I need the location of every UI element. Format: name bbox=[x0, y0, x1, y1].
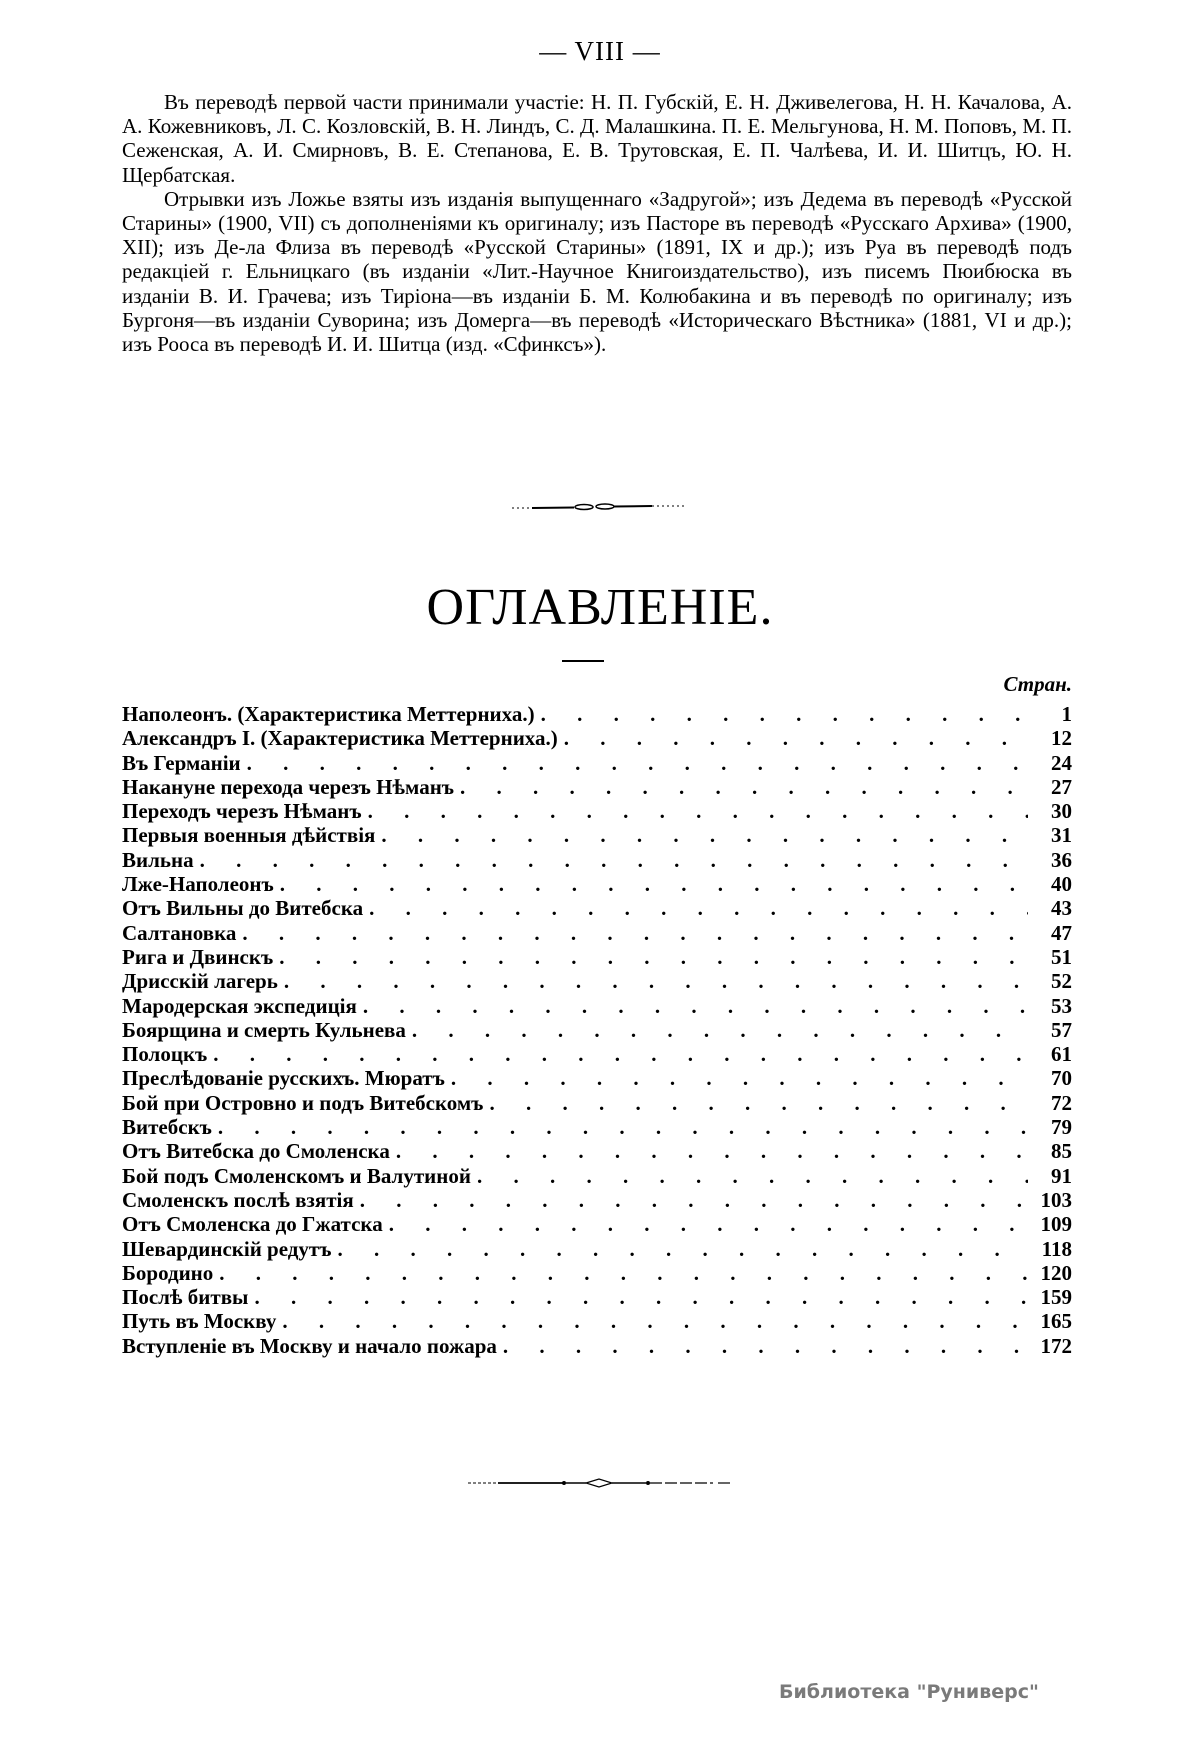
leader-dots bbox=[280, 872, 1028, 897]
toc-entry[interactable] bbox=[122, 1309, 1072, 1333]
leader-dots bbox=[218, 1115, 1028, 1140]
toc-entry-title: Отъ Вильны до Витебска bbox=[122, 896, 364, 921]
leader-dots bbox=[369, 896, 1028, 921]
toc-entry-title: Шевардинскій редутъ bbox=[122, 1236, 332, 1261]
toc-entry-page: 72 bbox=[1051, 1090, 1072, 1115]
leader-dots bbox=[279, 945, 1028, 970]
toc-entry-page: 159 bbox=[1040, 1285, 1072, 1310]
toc-entry-title: Боярщина и смерть Кульнева bbox=[122, 1017, 406, 1042]
pages-column-header: Стран. bbox=[1003, 672, 1072, 696]
toc-entry-title: Въ Германіи bbox=[122, 750, 241, 775]
toc-entry[interactable] bbox=[122, 969, 1072, 993]
toc-entry[interactable] bbox=[122, 1091, 1072, 1115]
ornament-divider-bottom bbox=[468, 1478, 730, 1488]
toc-entry[interactable] bbox=[122, 1261, 1072, 1285]
toc-entry-title: Дрисскій лагерь bbox=[122, 969, 278, 994]
leader-dots bbox=[460, 775, 1028, 800]
toc-entry-page: 30 bbox=[1051, 799, 1072, 824]
toc-entry-page: 165 bbox=[1040, 1309, 1072, 1334]
toc-entry[interactable] bbox=[122, 799, 1072, 823]
leader-dots bbox=[360, 1188, 1028, 1213]
page-number: — VIII — bbox=[539, 36, 661, 66]
leader-dots bbox=[284, 969, 1028, 994]
leader-dots bbox=[477, 1164, 1028, 1189]
leader-dots bbox=[213, 1042, 1028, 1067]
toc-entry-title: Путь въ Москву bbox=[122, 1309, 277, 1334]
leader-dots bbox=[541, 702, 1028, 727]
toc-entry[interactable] bbox=[122, 896, 1072, 920]
leader-dots bbox=[363, 994, 1028, 1019]
toc-entry-page: 118 bbox=[1041, 1236, 1072, 1261]
toc-entry-title: Преслѣдованіе русскихъ. Мюратъ bbox=[122, 1066, 445, 1091]
toc-entry-page: 120 bbox=[1040, 1260, 1072, 1285]
toc-entry-page: 70 bbox=[1051, 1066, 1072, 1091]
toc-entry[interactable] bbox=[122, 1237, 1072, 1261]
toc-entry-title: Салтановка bbox=[122, 920, 237, 945]
toc-entry-title: Смоленскъ послѣ взятія bbox=[122, 1187, 354, 1212]
toc-entry-title: Бой подъ Смоленскомъ и Валутиной bbox=[122, 1163, 471, 1188]
toc-entry-title: Первыя военныя дѣйствія bbox=[122, 823, 376, 848]
toc-entry[interactable] bbox=[122, 1115, 1072, 1139]
toc-entry[interactable] bbox=[122, 1188, 1072, 1212]
toc-entry-title: Наполеонъ. (Характеристика Меттерниха.) bbox=[122, 702, 535, 726]
leader-dots bbox=[254, 1285, 1028, 1310]
toc-entry-page: 172 bbox=[1040, 1333, 1072, 1358]
toc-entry-page: 79 bbox=[1051, 1115, 1072, 1140]
toc-entry[interactable] bbox=[122, 702, 1072, 726]
toc-entry-title: Вильна bbox=[122, 847, 194, 872]
ornament-divider-top bbox=[512, 503, 684, 511]
toc-entry[interactable] bbox=[122, 775, 1072, 799]
leader-dots bbox=[219, 1261, 1028, 1286]
toc-entry-page: 40 bbox=[1051, 872, 1072, 897]
toc-entry[interactable] bbox=[122, 1164, 1072, 1188]
toc-entry-page: 109 bbox=[1040, 1212, 1072, 1237]
toc-entry-page: 1 bbox=[1061, 702, 1072, 726]
leader-dots bbox=[451, 1066, 1028, 1091]
toc-entry-page: 43 bbox=[1051, 896, 1072, 921]
toc-entry-page: 53 bbox=[1051, 993, 1072, 1018]
leader-dots bbox=[412, 1018, 1028, 1043]
title-rule bbox=[562, 660, 604, 662]
toc-entry-page: 91 bbox=[1051, 1163, 1072, 1188]
toc-entry-page: 36 bbox=[1051, 847, 1072, 872]
leader-dots bbox=[381, 823, 1028, 848]
toc-entry-title: Переходъ черезъ Нѣманъ bbox=[122, 799, 362, 824]
sources-paragraph: Отрывки изъ Ложье взяты изъ изданія выпущеннаго «Задругой»; изъ Дедема въ переводѣ «Русской Старины» (1900, VII) съ дополненіями къ оригиналу; изъ Пасторе въ переводѣ «Русскаго Архива» (1900, XII); изъ Де-ла Флиза въ переводѣ «Русской Старины» (1891, IX и др.); изъ Руа въ переводѣ подъ редакціей г. Ельницкаго (въ изданіи «Лит.-Научное Книгоиздательство), изъ писемъ Пюибюска въ изданіи В. И. Грачева; изъ Тиріона—въ изданіи Б. М. Колюбакина и въ переводѣ по оригиналу; изъ Бургоня—въ изданіи Суворина; изъ Домерга—въ переводѣ «Историческаго Вѣстника» (1881, VI и др.); изъ Рооса въ переводѣ И. И. Шитца (изд. «Сфинксъ»). bbox=[122, 186, 1072, 357]
leader-dots bbox=[247, 751, 1028, 776]
intro-section bbox=[122, 90, 1072, 356]
toc-entry-title: Полоцкъ bbox=[122, 1042, 208, 1067]
leader-dots bbox=[503, 1334, 1028, 1359]
toc-entry[interactable] bbox=[122, 1042, 1072, 1066]
toc-entry[interactable] bbox=[122, 1018, 1072, 1042]
toc-entry[interactable] bbox=[122, 994, 1072, 1018]
toc-entry[interactable] bbox=[122, 1139, 1072, 1163]
library-watermark: Библиотека "Руниверс" bbox=[779, 1681, 1039, 1703]
toc-entry-title: Послѣ битвы bbox=[122, 1285, 249, 1310]
toc-entry[interactable] bbox=[122, 726, 1072, 750]
toc-entry-page: 57 bbox=[1051, 1017, 1072, 1042]
toc-entry[interactable] bbox=[122, 872, 1072, 896]
leader-dots bbox=[489, 1091, 1028, 1116]
toc-entry-page: 52 bbox=[1051, 969, 1072, 994]
toc-entry-title: Витебскъ bbox=[122, 1115, 212, 1140]
toc-entry-title: Александръ I. (Характеристика Меттерниха.) bbox=[122, 726, 558, 751]
toc-entry-title: Лже-Наполеонъ bbox=[122, 872, 274, 897]
toc-entry-page: 103 bbox=[1040, 1187, 1072, 1212]
leader-dots bbox=[242, 921, 1028, 946]
toc-entry-title: Отъ Смоленска до Гжатска bbox=[122, 1212, 383, 1237]
toc-entry-title: Вступленіе въ Москву и начало пожара bbox=[122, 1333, 497, 1358]
toc-entry[interactable] bbox=[122, 1285, 1072, 1309]
leader-dots bbox=[389, 1212, 1028, 1237]
leader-dots bbox=[200, 848, 1028, 873]
leader-dots bbox=[337, 1237, 1028, 1262]
toc-entry[interactable] bbox=[122, 1066, 1072, 1090]
toc-entry[interactable] bbox=[122, 945, 1072, 969]
toc-entry-page: 24 bbox=[1051, 750, 1072, 775]
leader-dots bbox=[282, 1309, 1028, 1334]
toc-entry-title: Бородино bbox=[122, 1260, 214, 1285]
leader-dots bbox=[564, 726, 1028, 751]
toc-entry[interactable] bbox=[122, 921, 1072, 945]
table-of-contents bbox=[122, 702, 1072, 1358]
toc-entry-page: 51 bbox=[1051, 944, 1072, 969]
toc-title: ОГЛАВЛЕНІЕ. bbox=[426, 579, 774, 636]
toc-entry-page: 12 bbox=[1051, 726, 1072, 751]
toc-entry-title: Рига и Двинскъ bbox=[122, 944, 274, 969]
toc-entry[interactable] bbox=[122, 1212, 1072, 1236]
toc-entry-page: 61 bbox=[1051, 1042, 1072, 1067]
toc-entry-page: 27 bbox=[1051, 774, 1072, 799]
translators-paragraph: Въ переводѣ первой части принимали участіе: Н. П. Губскій, Е. Н. Дживелегова, Н. Н. Качалова, А. А. Кожевниковъ, Л. С. Козловскій, В. Н. Линдъ, С. Д. Малашкина. П. Е. Мельгунова, Н. М. Поповъ, М. П. Сеженская, А. И. Смирновъ, В. Е. Степанова, Е. В. Трутовская, Е. П. Чалѣева, И. И. Шитцъ, Ю. Н. Щербатская. bbox=[122, 90, 1072, 187]
leader-dots bbox=[368, 799, 1028, 824]
toc-entry-title: Мародерская экспедиція bbox=[122, 993, 357, 1018]
toc-entry[interactable] bbox=[122, 823, 1072, 847]
toc-entry-title: Отъ Витебска до Смоленска bbox=[122, 1139, 390, 1164]
toc-entry[interactable] bbox=[122, 1334, 1072, 1358]
toc-entry-page: 47 bbox=[1051, 920, 1072, 945]
toc-entry-title: Бой при Островно и подъ Витебскомъ bbox=[122, 1090, 484, 1115]
toc-entry-title: Накануне перехода черезъ Нѣманъ bbox=[122, 774, 455, 799]
toc-entry[interactable] bbox=[122, 751, 1072, 775]
toc-entry-page: 85 bbox=[1051, 1139, 1072, 1164]
toc-entry-page: 31 bbox=[1051, 823, 1072, 848]
leader-dots bbox=[396, 1139, 1028, 1164]
toc-entry[interactable] bbox=[122, 848, 1072, 872]
